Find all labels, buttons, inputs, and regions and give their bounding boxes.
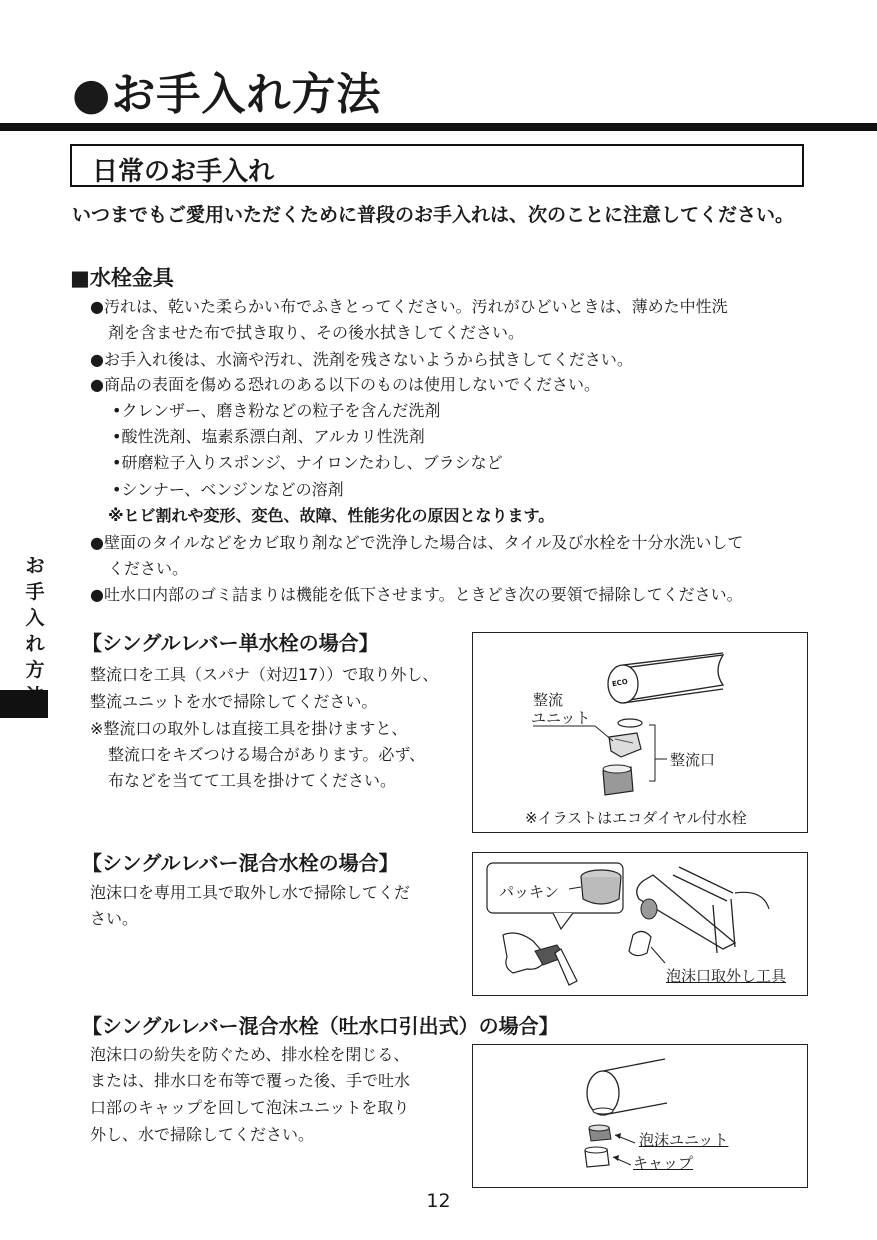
figure-caption: ※イラストはエコダイヤル付水栓 (525, 809, 747, 827)
page-number: 12 (426, 1190, 451, 1212)
label-aerator-unit: 泡沫ユニット (639, 1131, 729, 1149)
case3-heading: 【シングルレバー混合水栓（吐水口引出式）の場合】 (82, 1014, 559, 1038)
list-item: •研磨粒子入りスポンジ、ナイロンたわし、ブラシなど (112, 453, 503, 472)
list-item: ください。 (108, 559, 189, 578)
lead-text: いつまでもご愛用いただくために普段のお手入れは、次のことに注意してください。 (72, 204, 795, 226)
section-title-box (70, 144, 804, 187)
warning-note: ※ヒビ割れや変形、変色、故障、性能劣化の原因となります。 (108, 506, 555, 525)
label-unit-line1: 整流 (533, 691, 564, 709)
subsection-heading: ■水栓金具 (70, 266, 174, 290)
eco-mark: ECO (611, 677, 629, 689)
list-item: ●商品の表面を傷める恐れのある以下のものは使用しないでください。 (90, 375, 600, 394)
side-tab-label: お手入れ方 (25, 555, 45, 681)
case1-figure (472, 632, 808, 833)
case1-text: 布などを当てて工具を掛けてください。 (108, 771, 397, 790)
section-title: 日常のお手入れ (92, 157, 275, 187)
list-item: ●吐水口内部のゴミ詰まりは機能を低下させます。ときどき次の要領で掃除してください。 (90, 585, 743, 604)
case2-text: 泡沫口を専用工具で取外し水で掃除してくだ (90, 883, 411, 902)
case1-text: 整流口を工具（スパナ（対辺17））で取り外し、 (90, 665, 439, 684)
list-item: 剤を含ませた布で拭き取り、その後水拭きしてください。 (108, 323, 525, 342)
side-tab-marker (0, 690, 48, 718)
case2-heading: 【シングルレバー混合水栓の場合】 (82, 851, 399, 875)
label-packing: パッキン (499, 883, 559, 901)
case1-text: 整流ユニットを水で掃除してください。 (90, 692, 378, 711)
case3-text: 泡沫口の紛失を防ぐため、排水栓を閉じる、 (90, 1045, 410, 1064)
case3-figure (472, 1044, 808, 1188)
case1-heading: 【シングルレバー単水栓の場合】 (82, 631, 379, 655)
case2-text: さい。 (90, 909, 139, 928)
case3-text: または、排水口を布等で覆った後、手で吐水 (90, 1071, 411, 1090)
case2-figure (472, 852, 808, 996)
page-title: ●お手入れ方法 (72, 69, 382, 120)
label-removal-tool: 泡沫口取外し工具 (666, 967, 787, 985)
list-item: ●壁面のタイルなどをカビ取り剤などで洗浄した場合は、タイル及び水栓を十分水洗いして (90, 533, 744, 552)
case3-text: 外し、水で掃除してください。 (90, 1125, 315, 1144)
case3-text: 口部のキャップを回して泡沫ユニットを取り (90, 1098, 410, 1117)
title-rule (0, 123, 877, 131)
list-item: •シンナー、ベンジンなどの溶剤 (112, 480, 344, 499)
case1-text: ※整流口の取外しは直接工具を掛けますと、 (90, 719, 408, 738)
label-outlet: 整流口 (670, 751, 716, 769)
label-cap: キャップ (633, 1154, 694, 1172)
list-item: ●お手入れ後は、水滴や汚れ、洗剤を残さないようから拭きしてください。 (90, 350, 633, 369)
case1-text: 整流口をキズつける場合があります。必ず、 (108, 745, 426, 764)
list-item: •クレンザー、磨き粉などの粒子を含んだ洗剤 (112, 401, 441, 420)
list-item: •酸性洗剤、塩素系漂白剤、アルカリ性洗剤 (112, 427, 425, 446)
aerator-illustration (473, 633, 809, 834)
label-unit-line2: ユニット (531, 709, 591, 727)
list-item: ●汚れは、乾いた柔らかい布でふきとってください。汚れがひどいときは、薄めた中性洗 (90, 297, 728, 316)
